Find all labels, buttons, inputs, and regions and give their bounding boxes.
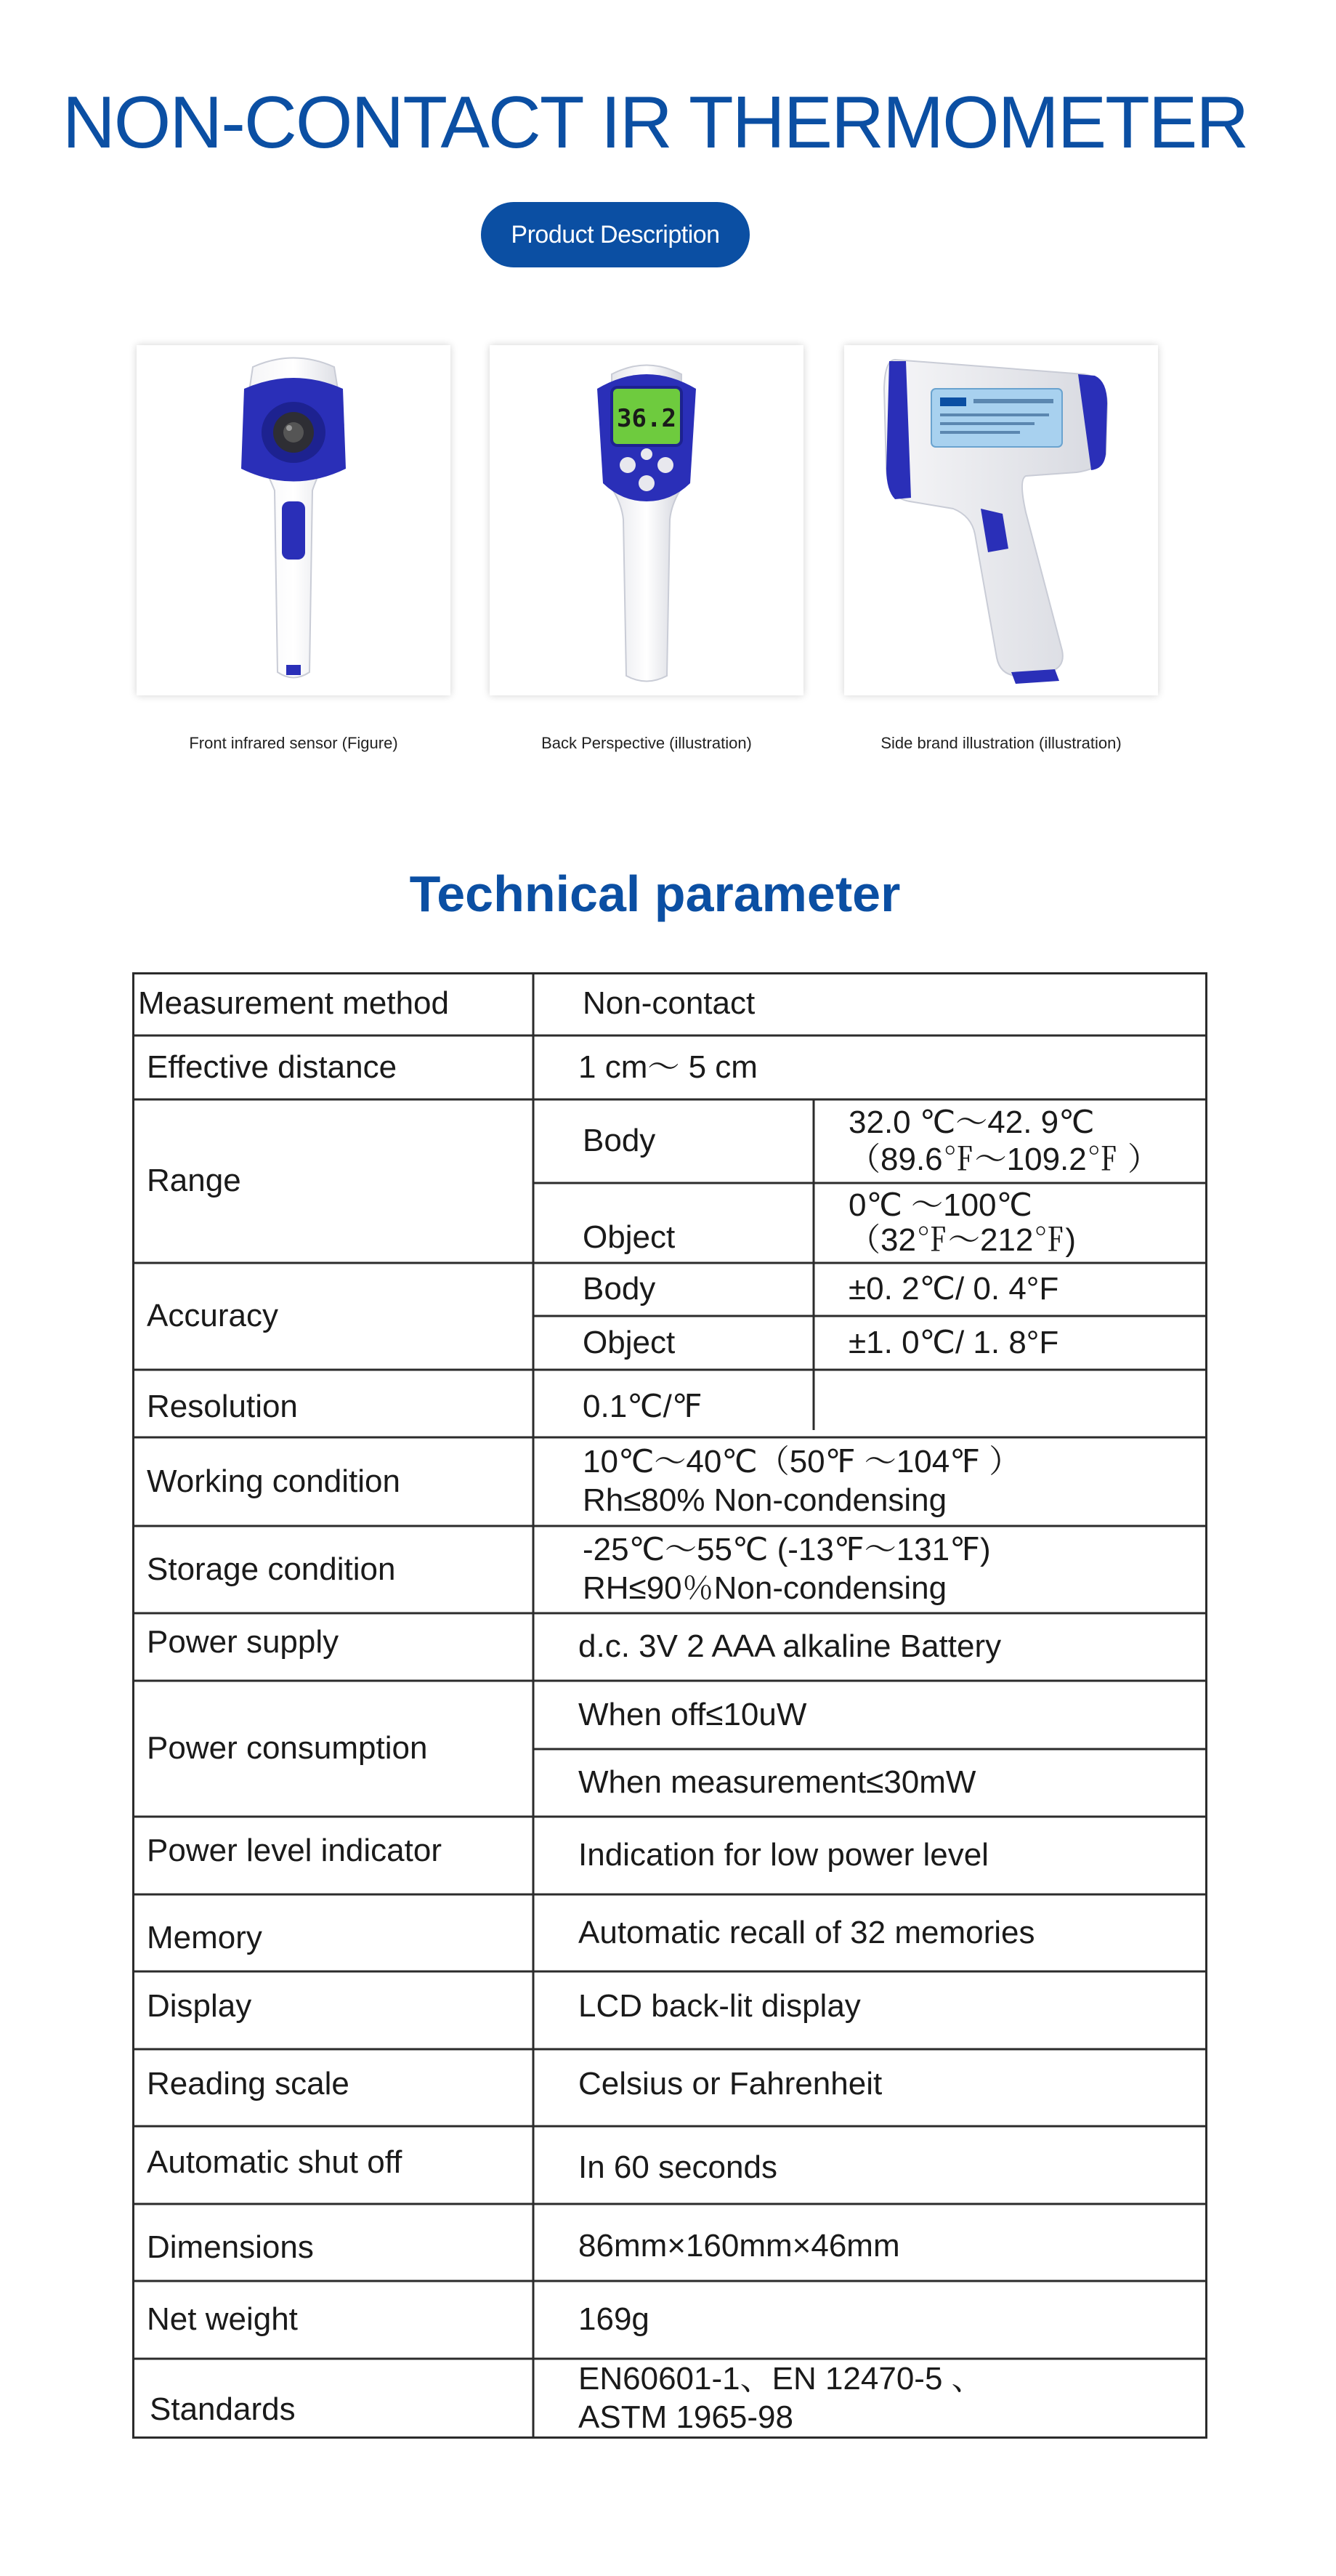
spec-label-power-consumption: Power consumption — [147, 1730, 428, 1767]
spec-value-automatic-shut-off: In 60 seconds — [578, 2149, 777, 2185]
standards-en: EN60601-1、EN 12470-5 、 — [578, 2361, 984, 2397]
spec-value-measurement-method: Non-contact — [583, 985, 756, 1022]
spec-label-accuracy: Accuracy — [147, 1298, 278, 1334]
spec-value-accuracy-body: ±0. 2℃/ 0. 4°F — [849, 1271, 1059, 1307]
spec-value-net-weight: 169g — [578, 2301, 649, 2338]
range-object-fahrenheit: （32℉～212℉) — [849, 1222, 1077, 1258]
product-description-tag: Product Description — [481, 202, 750, 267]
side-photo-caption: Side brand illustration (illustration) — [880, 734, 1122, 752]
storage-humidity: RH≤90％Non-condensing — [583, 1570, 947, 1606]
thermometer-back-image — [490, 345, 803, 695]
spec-value-storage-condition — [583, 1526, 991, 1613]
spec-value-display: LCD back-lit display — [578, 1987, 861, 2024]
spec-label-standards: Standards — [150, 2391, 296, 2427]
spec-table — [132, 972, 1207, 2439]
spec-label-storage-condition: Storage condition — [147, 1551, 396, 1587]
spec-value-power-off: When off≤10uW — [578, 1696, 807, 1732]
spec-label-working-condition: Working condition — [147, 1463, 400, 1499]
spec-value-accuracy-object: ±1. 0℃/ 1. 8°F — [849, 1324, 1059, 1360]
spec-label-accuracy-body: Body — [583, 1271, 656, 1307]
spec-label-effective-distance: Effective distance — [147, 1049, 397, 1085]
spec-value-effective-distance: 1 cm～ 5 cm — [578, 1049, 758, 1085]
spec-value-memory: Automatic recall of 32 memories — [578, 1914, 1035, 1950]
page-title: NON-CONTACT IR THERMOMETER — [62, 82, 1248, 163]
spec-value-power-supply: d.c. 3V 2 AAA alkaline Battery — [578, 1628, 1002, 1665]
spec-value-range-body — [849, 1099, 1159, 1183]
range-body-celsius: 32.0 ℃～42. 9℃ — [849, 1104, 1095, 1140]
technical-parameter-title: Technical parameter — [409, 865, 901, 922]
storage-temperature: -25℃～55℃ (-13℉～131℉) — [583, 1532, 991, 1568]
spec-label-power-supply: Power supply — [147, 1623, 339, 1660]
spec-value-standards — [578, 2359, 984, 2439]
spec-label-reading-scale: Reading scale — [147, 2065, 349, 2101]
spec-value-power-level-indicator: Indication for low power level — [578, 1837, 989, 1873]
spec-label-net-weight: Net weight — [147, 2301, 298, 2338]
spec-label-memory: Memory — [147, 1919, 262, 1955]
spec-label-automatic-shut-off: Automatic shut off — [147, 2144, 402, 2180]
working-temperature: 10℃～40℃（50℉ ～104℉ ） — [583, 1444, 1021, 1480]
front-photo — [137, 345, 450, 695]
spec-value-reading-scale: Celsius or Fahrenheit — [578, 2065, 883, 2101]
spec-label-display: Display — [147, 1987, 252, 2024]
spec-value-dimensions: 86mm×160mm×46mm — [578, 2227, 900, 2264]
spec-label-range-body: Body — [583, 1123, 656, 1159]
side-photo — [844, 345, 1158, 695]
spec-label-power-level-indicator: Power level indicator — [147, 1832, 442, 1868]
spec-label-resolution: Resolution — [147, 1388, 298, 1424]
working-humidity: Rh≤80% Non-condensing — [583, 1482, 947, 1518]
back-photo-caption: Back Perspective (illustration) — [541, 734, 752, 752]
range-body-fahrenheit: （89.6℉～109.2℉ ） — [849, 1141, 1159, 1177]
spec-value-resolution: 0.1℃/℉ — [583, 1388, 703, 1424]
spec-value-working-condition — [583, 1437, 1021, 1526]
back-photo — [490, 345, 803, 695]
spec-label-dimensions: Dimensions — [147, 2229, 314, 2265]
spec-value-power-measurement: When measurement≤30mW — [578, 1764, 976, 1801]
lcd-reading: 36.2 — [617, 404, 676, 433]
spec-label-range-object: Object — [583, 1219, 676, 1255]
standards-astm: ASTM 1965-98 — [578, 2399, 793, 2435]
spec-label-range: Range — [147, 1163, 241, 1199]
thermometer-front-image — [137, 345, 450, 695]
range-object-celsius: 0℃ ～100℃ — [849, 1187, 1032, 1223]
spec-label-measurement-method: Measurement method — [138, 985, 449, 1022]
spec-value-range-object — [849, 1183, 1076, 1263]
thermometer-side-image — [844, 345, 1158, 695]
spec-label-accuracy-object: Object — [583, 1324, 676, 1360]
front-photo-caption: Front infrared sensor (Figure) — [189, 734, 398, 752]
